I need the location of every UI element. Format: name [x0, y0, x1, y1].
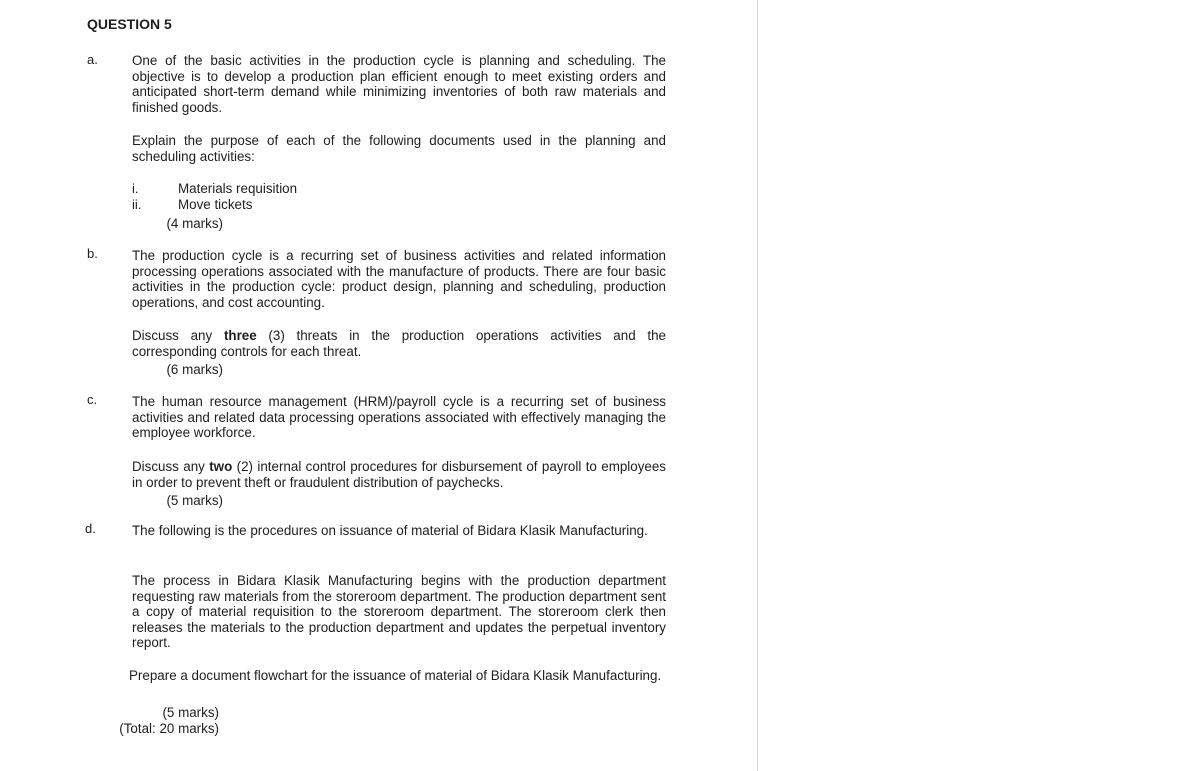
part-d-paragraph-1: The following is the procedures on issuance of material of Bidara Klasik Manufacturing.	[132, 523, 648, 538]
part-a-marks: (4 marks)	[166, 216, 223, 231]
part-a-item-1-text: Materials requisition	[178, 181, 298, 196]
part-b-letter: b.	[87, 246, 98, 261]
part-a-item-2-number: ii.	[132, 197, 142, 212]
part-b-paragraph-1: The production cycle is a recurring set of business activities and related information processing operations associated with the manufacture of products. There are four basic activities in the production cycle: product design, planning and scheduling, production operations, and cost accounting.	[132, 248, 666, 310]
part-b-p2-start: Discuss any	[132, 328, 224, 343]
total-marks: (Total: 20 marks)	[119, 721, 219, 736]
part-c-letter: c.	[87, 392, 98, 407]
part-b-p2-emphasis: three	[223, 328, 257, 343]
part-a-letter: a.	[87, 52, 98, 67]
part-a-paragraph-1: One of the basic activities in the production cycle is planning and scheduling. The objective is to develop a production plan efficient enough to meet existing orders and anticipated short-term demand while minimizing inventories of both raw materials and finished goods.	[132, 53, 666, 115]
page-edge-divider	[757, 0, 758, 771]
part-c-p2-emphasis: two	[209, 459, 233, 474]
part-a-item-1-number: i.	[132, 181, 139, 196]
part-c-p2-end: (2) internal control procedures for disbursement of payroll to employees in order to prevent theft or fraudulent distribution of paychecks.	[132, 459, 666, 490]
part-d-letter: d.	[85, 521, 96, 536]
part-c-p2-start: Discuss any	[132, 459, 210, 474]
part-a-item-2-text: Move tickets	[178, 197, 253, 212]
part-c-marks: (5 marks)	[166, 493, 223, 508]
part-d-paragraph-3: Prepare a document flowchart for the issuance of material of Bidara Klasik Manufacturing.	[129, 668, 662, 683]
part-c-paragraph-2	[132, 459, 666, 490]
question-title: QUESTION 5	[87, 16, 172, 32]
part-d-marks: (5 marks)	[162, 705, 219, 720]
part-b-paragraph-2	[132, 328, 666, 359]
part-b-marks: (6 marks)	[166, 362, 223, 377]
part-b-p2-end: (3) threats in the production operations activities and the corresponding controls for each threat.	[132, 328, 666, 359]
part-d-paragraph-2: The process in Bidara Klasik Manufacturing begins with the production department requesting raw materials from the storeroom department. The production department sent a copy of material requisition to the storeroom department. The storeroom clerk then releases the materials to the production department and updates the perpetual inventory report.	[132, 573, 666, 651]
part-c-paragraph-1: The human resource management (HRM)/payroll cycle is a recurring set of business activities and related data processing operations associated with effectively managing the employee workforce.	[132, 394, 666, 441]
part-a-paragraph-2: Explain the purpose of each of the following documents used in the planning and scheduling activities:	[132, 133, 666, 164]
